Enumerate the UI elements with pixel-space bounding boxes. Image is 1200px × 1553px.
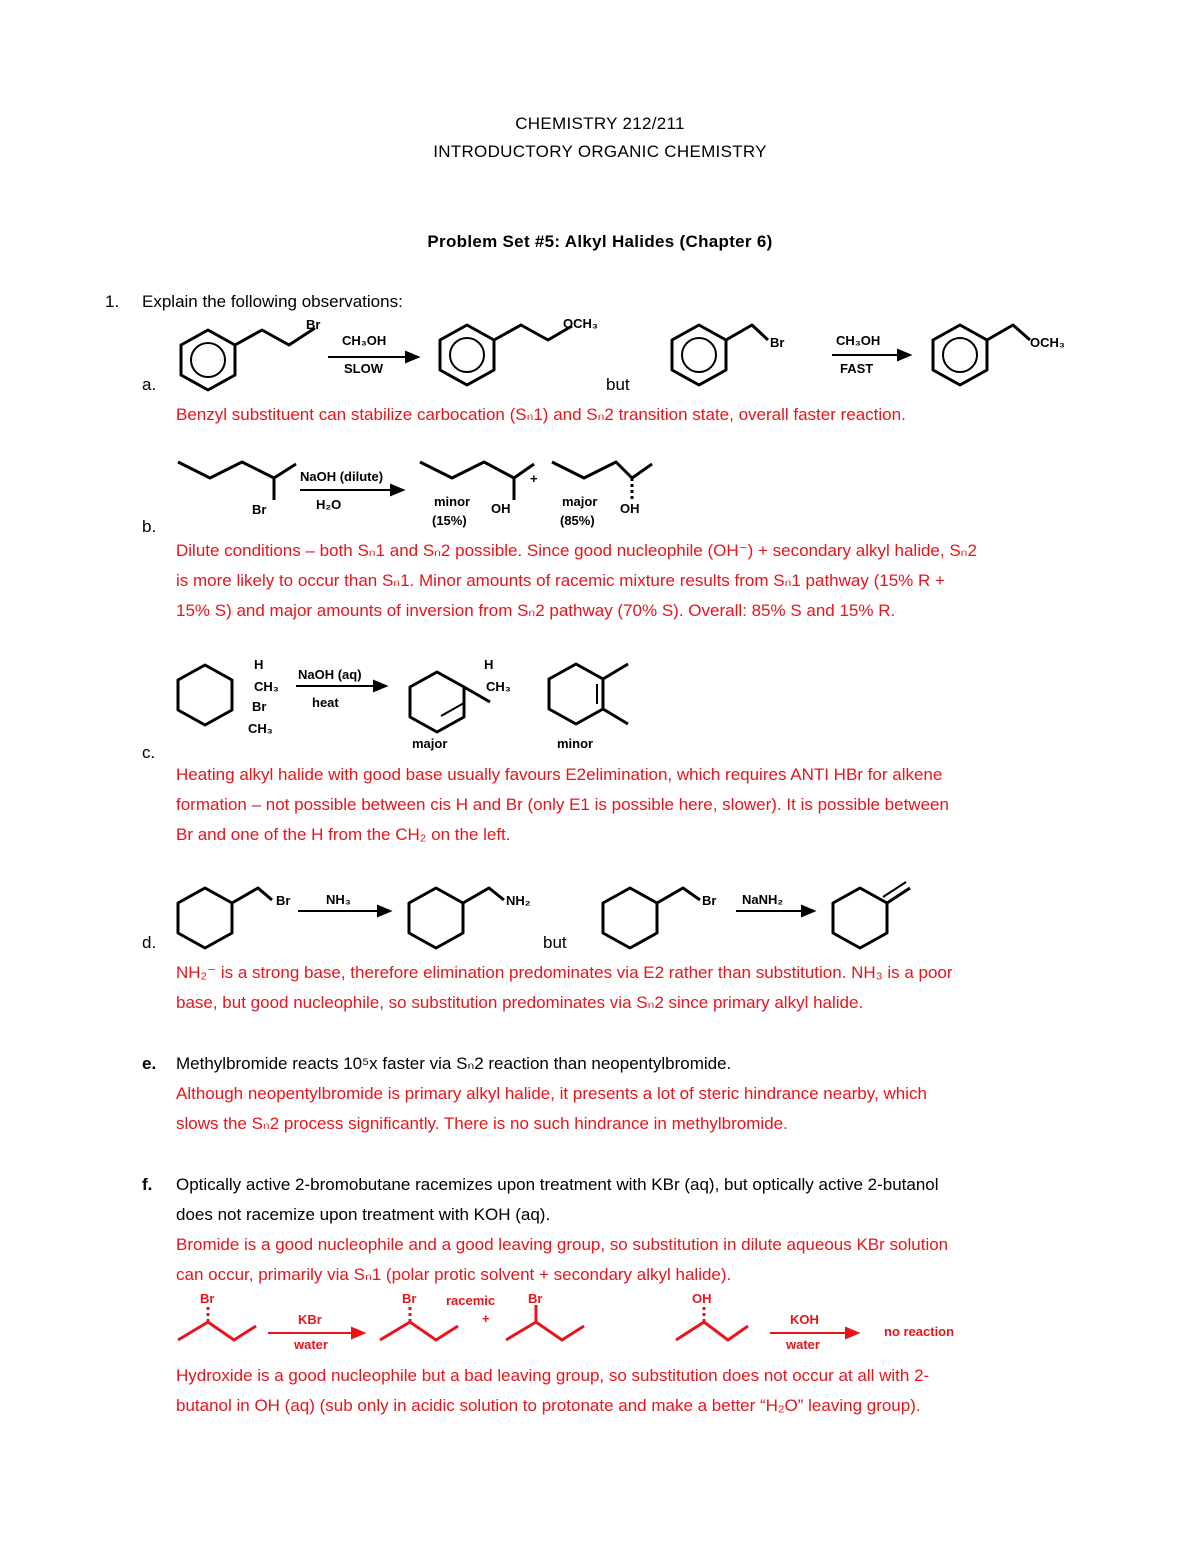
f-scheme-oh: OH bbox=[692, 1291, 712, 1306]
f-scheme-kbr: KBr bbox=[298, 1312, 322, 1327]
c-product-h: H bbox=[484, 657, 494, 672]
a-letter: a. bbox=[142, 375, 157, 394]
b-major-pct: (85%) bbox=[560, 513, 595, 528]
c-ch3-label-2: CH₃ bbox=[248, 721, 273, 736]
c-ch3-label: CH₃ bbox=[254, 679, 279, 694]
a-rxn2-sm-label: Br bbox=[770, 335, 785, 350]
b-answer-line-1: Dilute conditions – both Sₙ1 and Sₙ2 possible. Since good nucleophile (OH⁻) + secondary alkyl halide, Sₙ2 bbox=[176, 541, 977, 560]
c-answer-line-3: Br and one of the H from the CH₂ on the left. bbox=[176, 825, 511, 844]
question-prompt: Explain the following observations: bbox=[142, 292, 403, 311]
c-condition: heat bbox=[312, 695, 339, 710]
b-major-label: major bbox=[562, 494, 598, 509]
c-answer-line-1: Heating alkyl halide with good base usually favours E2elimination, which requires ANTI HBr for alkene bbox=[176, 765, 943, 784]
f-scheme-br-1: Br bbox=[200, 1291, 215, 1306]
f-scheme-racemic: racemic bbox=[446, 1293, 496, 1308]
d-product-label: NH₂ bbox=[506, 893, 531, 908]
c-major-label: major bbox=[412, 736, 448, 751]
course-title: CHEMISTRY 212/211 bbox=[515, 114, 685, 133]
f-scheme-br-2: Br bbox=[402, 1291, 417, 1306]
f-question-line-2: does not racemize upon treatment with KOH (aq). bbox=[176, 1205, 551, 1224]
d-rxn2-br-label: Br bbox=[702, 893, 717, 908]
b-letter: b. bbox=[142, 517, 157, 536]
f-question-line-1: Optically active 2-bromobutane racemizes upon treatment with KBr (aq), but optically active 2-butanol bbox=[176, 1175, 939, 1194]
d-answer-line-2: base, but good nucleophile, so substitution predominates via Sₙ2 since primary alkyl halide. bbox=[176, 993, 864, 1012]
d-but: but bbox=[543, 933, 567, 952]
a-but: but bbox=[606, 375, 630, 394]
f-answer2-line-2: butanol in OH (aq) (sub only in acidic solution to protonate and make a better “H₂O” leaving group). bbox=[176, 1396, 921, 1415]
b-answer-line-3: 15% S) and major amounts of inversion from Sₙ2 pathway (70% S). Overall: 85% S and 15% R. bbox=[176, 601, 896, 620]
a-rxn2-product-label: OCH₃ bbox=[1030, 335, 1065, 350]
b-major-oh: OH bbox=[620, 501, 640, 516]
problem-set-title: Problem Set #5: Alkyl Halides (Chapter 6) bbox=[427, 232, 773, 251]
f-scheme-plus: + bbox=[482, 1311, 490, 1326]
d-answer-line-1: NH₂⁻ is a strong base, therefore elimination predominates via E2 rather than substitution. NH₃ is a poor bbox=[176, 963, 953, 982]
b-plus: + bbox=[530, 471, 538, 486]
a-rxn2-condition: FAST bbox=[840, 361, 874, 376]
f-answer2-line-1: Hydroxide is a good nucleophile but a bad leaving group, so substitution does not occur at all with 2- bbox=[176, 1366, 930, 1385]
benzene-ring bbox=[181, 330, 235, 390]
b-answer-line-2: is more likely to occur than Sₙ1. Minor amounts of racemic mixture results from Sₙ1 pathway (15% R + bbox=[176, 571, 945, 590]
c-product-ch3: CH₃ bbox=[486, 679, 511, 694]
c-letter: c. bbox=[142, 743, 156, 762]
b-minor-pct: (15%) bbox=[432, 513, 467, 528]
question-number: 1. bbox=[105, 292, 120, 311]
d-br-label: Br bbox=[276, 893, 291, 908]
e-answer-line-2: slows the Sₙ2 process significantly. There is no such hindrance in methylbromide. bbox=[176, 1114, 788, 1133]
e-answer-line-1: Although neopentylbromide is primary alkyl halide, it presents a lot of steric hindrance nearby, which bbox=[176, 1084, 927, 1103]
f-scheme-no-reaction: no reaction bbox=[884, 1324, 955, 1339]
d-rxn2-reagent: NaNH₂ bbox=[742, 892, 784, 907]
f-letter: f. bbox=[142, 1175, 153, 1194]
d-rxn1-reagent: NH₃ bbox=[326, 892, 351, 907]
f-answer1-line-1: Bromide is a good nucleophile and a good leaving group, so substitution in dilute aqueous KBr solution bbox=[176, 1235, 949, 1254]
a-rxn2-reagent: CH₃OH bbox=[836, 333, 881, 348]
e-question: Methylbromide reacts 10⁵x faster via Sₙ2 reaction than neopentylbromide. bbox=[176, 1054, 732, 1073]
d-letter: d. bbox=[142, 933, 157, 952]
a-rxn1-reagent: CH₃OH bbox=[342, 333, 387, 348]
course-subtitle: INTRODUCTORY ORGANIC CHEMISTRY bbox=[433, 142, 767, 161]
c-reagent: NaOH (aq) bbox=[298, 667, 362, 682]
a-sm-br-label: Br bbox=[306, 317, 321, 332]
f-scheme-koh: KOH bbox=[790, 1312, 819, 1327]
c-br-label: Br bbox=[252, 699, 267, 714]
c-answer-line-2: formation – not possible between cis H and Br (only E1 is possible here, slower). It is possible between bbox=[176, 795, 949, 814]
b-minor-label: minor bbox=[434, 494, 471, 509]
c-minor-label: minor bbox=[557, 736, 594, 751]
b-br-label: Br bbox=[252, 502, 267, 517]
b-solvent: H₂O bbox=[316, 497, 342, 512]
f-scheme-br-3: Br bbox=[528, 1291, 543, 1306]
f-scheme-water-2: water bbox=[786, 1337, 820, 1352]
a-answer: Benzyl substituent can stabilize carbocation (Sₙ1) and Sₙ2 transition state, overall faster reaction. bbox=[176, 405, 906, 424]
a-product-label: OCH₃ bbox=[563, 316, 598, 331]
e-letter: e. bbox=[142, 1054, 157, 1073]
b-minor-oh: OH bbox=[491, 501, 511, 516]
b-reagent: NaOH (dilute) bbox=[300, 469, 384, 484]
f-answer1-line-2: can occur, primarily via Sₙ1 (polar protic solvent + secondary alkyl halide). bbox=[176, 1265, 732, 1284]
c-h-label: H bbox=[254, 657, 264, 672]
a-rxn1-condition: SLOW bbox=[344, 361, 383, 376]
f-scheme-water-1: water bbox=[294, 1337, 328, 1352]
